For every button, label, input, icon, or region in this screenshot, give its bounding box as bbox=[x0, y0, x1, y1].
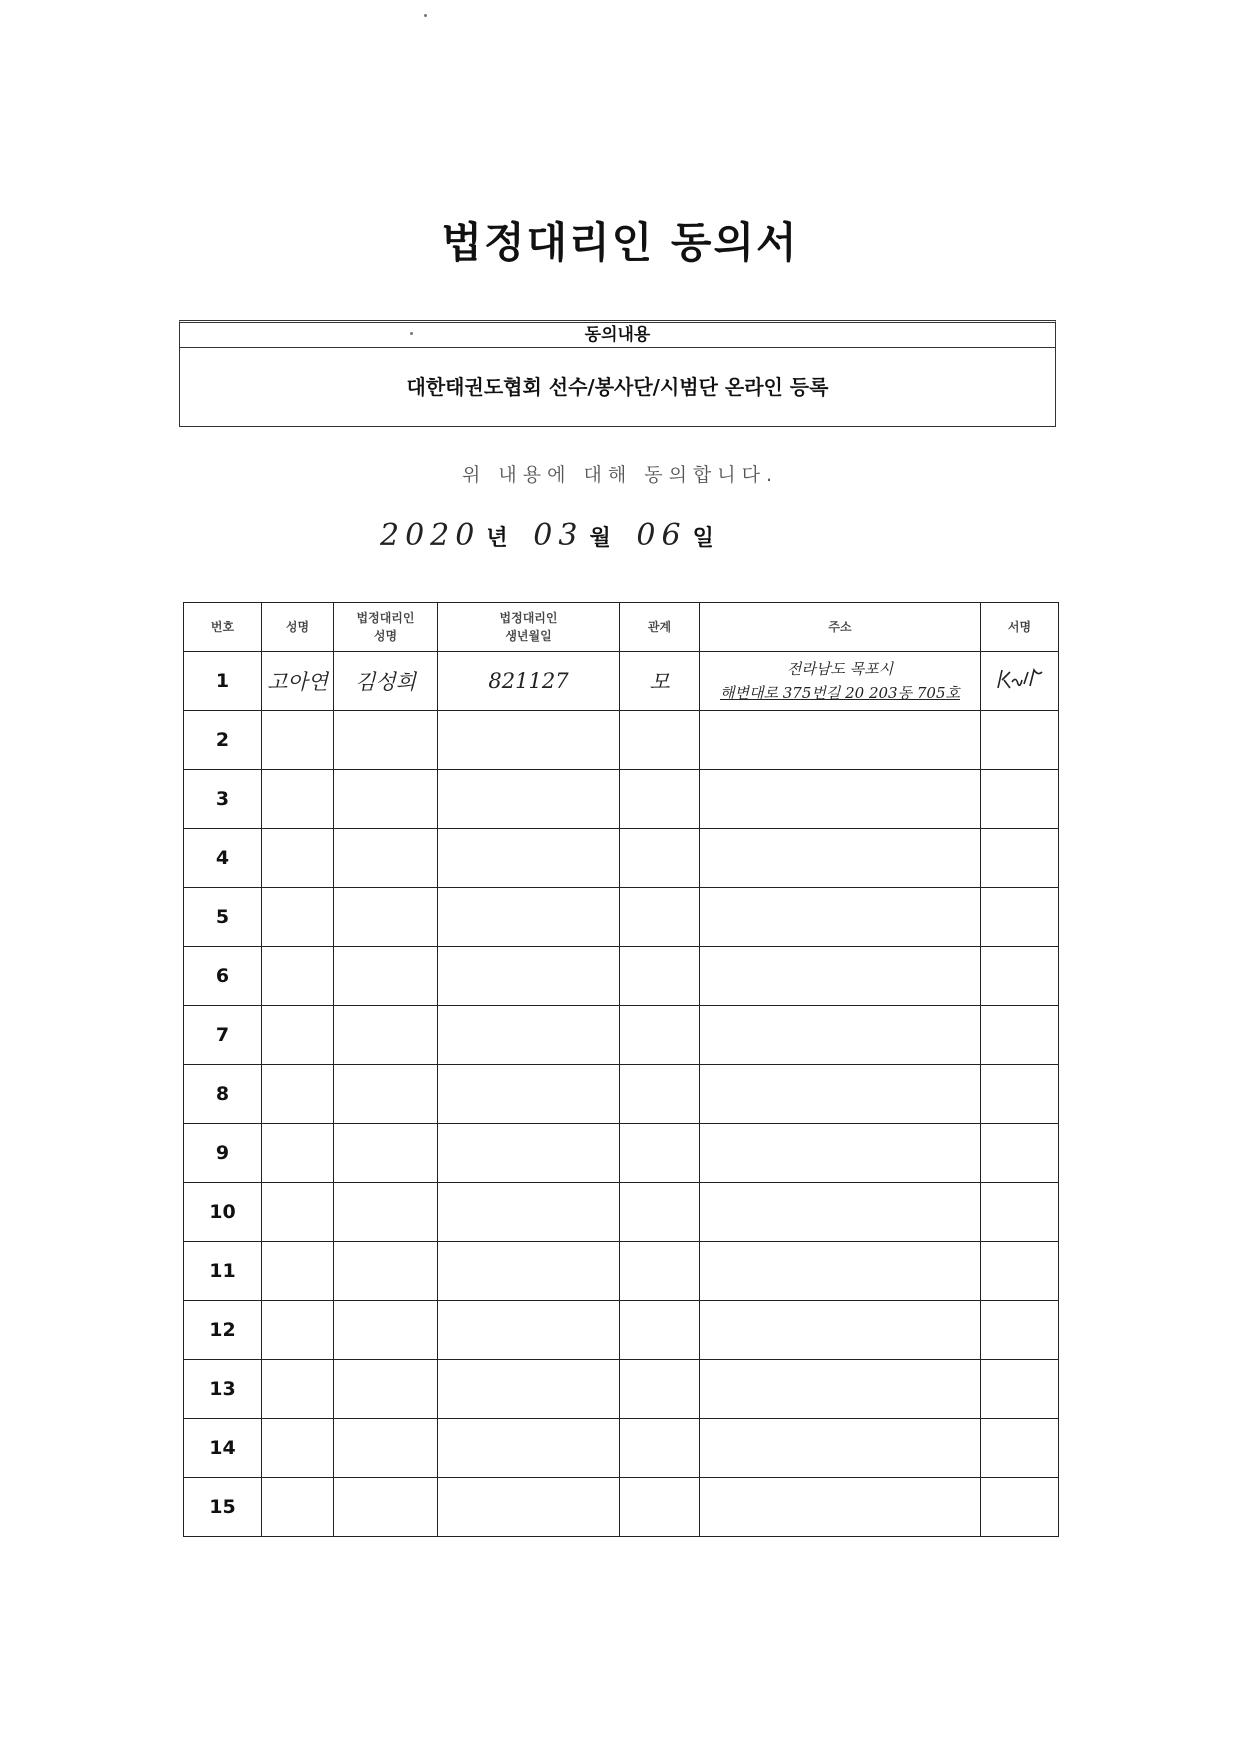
table-row bbox=[184, 947, 1059, 1006]
relation: 모 bbox=[620, 652, 700, 711]
row-number: 6 bbox=[184, 947, 262, 1006]
row-number: 2 bbox=[184, 711, 262, 770]
handwritten-signature bbox=[994, 666, 1046, 692]
row-number: 9 bbox=[184, 1124, 262, 1183]
col-header-guardian-dob-line1: 법정대리인 bbox=[499, 611, 558, 625]
table-row bbox=[184, 770, 1059, 829]
guardian-table bbox=[183, 602, 1059, 1537]
row-number: 3 bbox=[184, 770, 262, 829]
consent-header: 동의내용 bbox=[180, 323, 1055, 348]
col-header-guardian-dob-line2: 생년월일 bbox=[505, 629, 552, 643]
table-row bbox=[184, 1478, 1059, 1537]
date-year-unit: 년 bbox=[486, 526, 508, 551]
col-header-guardian-dob bbox=[438, 603, 620, 652]
date-month-unit: 월 bbox=[589, 526, 611, 551]
address-line1: 전라남도 목포시 bbox=[786, 660, 894, 678]
date-day-unit: 일 bbox=[692, 526, 714, 551]
scan-speck bbox=[410, 332, 413, 335]
address bbox=[700, 652, 981, 711]
consent-box bbox=[179, 320, 1056, 427]
col-header-guardian-name-line2: 성명 bbox=[373, 629, 398, 643]
table-row bbox=[184, 888, 1059, 947]
date-year: 2020 bbox=[380, 518, 481, 553]
date-line bbox=[380, 518, 780, 562]
table-row bbox=[184, 1124, 1059, 1183]
col-header-guardian-name bbox=[334, 603, 438, 652]
member-name: 고아연 bbox=[262, 652, 334, 711]
scan-speck bbox=[424, 14, 427, 17]
table-row bbox=[184, 1065, 1059, 1124]
row-number: 7 bbox=[184, 1006, 262, 1065]
row-number: 13 bbox=[184, 1360, 262, 1419]
date-month: 03 bbox=[533, 518, 584, 553]
row-number: 5 bbox=[184, 888, 262, 947]
address-line2: 해변대로 375번길 20 203동 705호 bbox=[720, 684, 960, 702]
table-row bbox=[184, 1183, 1059, 1242]
agree-statement: 위 내용에 대해 동의합니다. bbox=[461, 464, 779, 486]
table-row bbox=[184, 1242, 1059, 1301]
table-row bbox=[184, 829, 1059, 888]
col-header-address: 주소 bbox=[700, 603, 981, 652]
col-header-relation: 관계 bbox=[620, 603, 700, 652]
guardian-name: 김성희 bbox=[334, 652, 438, 711]
col-header-name: 성명 bbox=[262, 603, 334, 652]
table-row bbox=[184, 1301, 1059, 1360]
table-row bbox=[184, 1419, 1059, 1478]
row-number: 15 bbox=[184, 1478, 262, 1537]
row-number: 10 bbox=[184, 1183, 262, 1242]
col-header-signature: 서명 bbox=[981, 603, 1059, 652]
consent-content: 대한태권도협회 선수/봉사단/시범단 온라인 등록 bbox=[406, 375, 829, 399]
table-row bbox=[184, 1360, 1059, 1419]
row-number: 12 bbox=[184, 1301, 262, 1360]
document-title: 법정대리인 동의서 bbox=[441, 218, 799, 267]
col-header-no: 번호 bbox=[184, 603, 262, 652]
row-number: 8 bbox=[184, 1065, 262, 1124]
guardian-dob: 821127 bbox=[438, 652, 620, 711]
col-header-guardian-name-line1: 법정대리인 bbox=[356, 611, 415, 625]
table-row bbox=[184, 1006, 1059, 1065]
table-header-row bbox=[184, 603, 1059, 652]
signature-cell bbox=[981, 652, 1059, 711]
table-row bbox=[184, 652, 1059, 711]
row-number: 1 bbox=[184, 652, 262, 711]
row-number: 11 bbox=[184, 1242, 262, 1301]
table-row bbox=[184, 711, 1059, 770]
row-number: 4 bbox=[184, 829, 262, 888]
row-number: 14 bbox=[184, 1419, 262, 1478]
date-day: 06 bbox=[636, 518, 687, 553]
